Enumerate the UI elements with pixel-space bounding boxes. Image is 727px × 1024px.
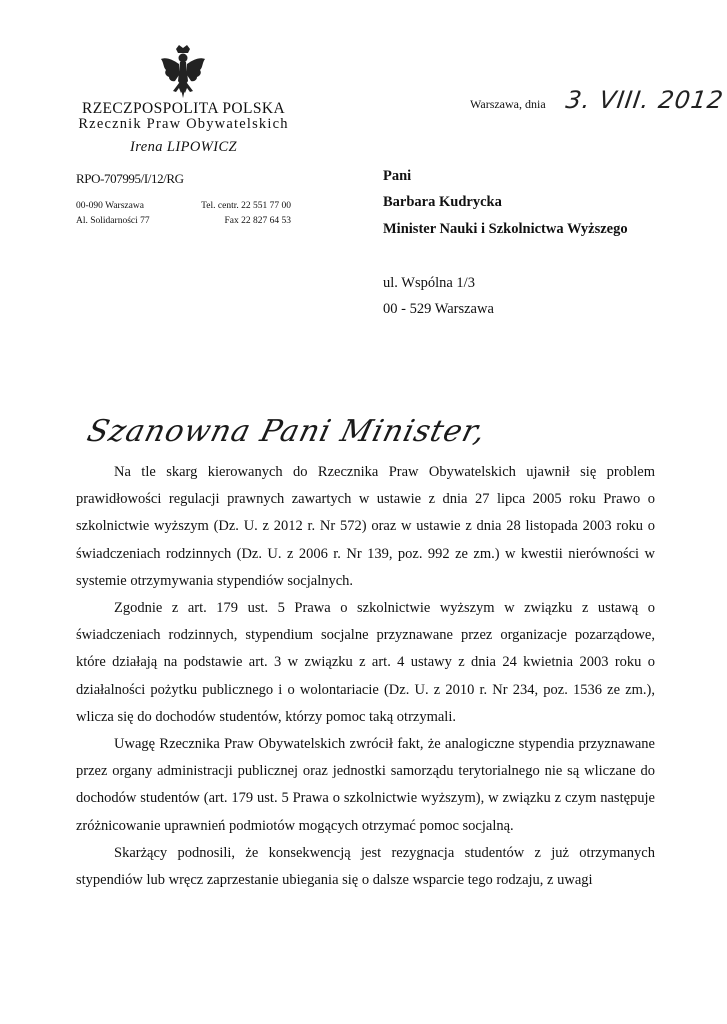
sender-phone: Tel. centr. 22 551 77 00 bbox=[201, 201, 291, 211]
sender-address-line1: 00-090 Warszawa bbox=[76, 201, 144, 211]
sender-fax: Fax 22 827 64 53 bbox=[224, 216, 291, 226]
body-paragraph-1: Na tle skarg kierowanych do Rzecznika Praw Obywatelskich ujawnił się problem prawidłowości regulacji prawnych zawartych w ustawie z dnia 27 lipca 2005 roku Prawo o szkolnictwie wyższym (Dz. U. z 2012 r. Nr 572) oraz w ustawie z dnia 28 listopada 2003 roku o świadczeniach rodzinnych (Dz. U. z 2006 r. Nr 139, poz. 992 ze zm.) w kwestii nierówności w systemie otrzymywania stypendiów socjalnych. bbox=[76, 464, 655, 589]
reference-number: RPO-707995/I/12/RG bbox=[76, 171, 184, 186]
body-paragraph-4: Skarżący podnosili, że konsekwencją jest rezygnacja studentów z już otrzymanych stypendiów lub wręcz zaprzestanie ubiegania się o dalsze wsparcie tego rodzaju, z uwagi bbox=[76, 844, 655, 889]
date-label: Warszawa, dnia bbox=[470, 97, 546, 111]
handwritten-date: 3. VIII. 2012 bbox=[564, 86, 726, 114]
polish-eagle-emblem bbox=[160, 45, 206, 99]
organization-subtitle: Rzecznik Praw Obywatelskich bbox=[78, 116, 289, 132]
organization-name: RZECZPOSPOLITA POLSKA bbox=[81, 100, 286, 117]
letter-body bbox=[76, 459, 655, 894]
sender-name: Irena LIPOWICZ bbox=[130, 139, 237, 155]
recipient-position: Minister Nauki i Szkolnictwa Wyższego bbox=[383, 221, 628, 237]
recipient-street: ul. Wspólna 1/3 bbox=[383, 275, 475, 291]
recipient-name: Barbara Kudrycka bbox=[383, 194, 502, 210]
recipient-city: 00 - 529 Warszawa bbox=[383, 301, 494, 317]
body-paragraph-3: Uwagę Rzecznika Praw Obywatelskich zwrócił fakt, że analogiczne stypendia przyznawane przez organy administracji publicznej oraz jednostki samorządu terytorialnego nie są wliczane do dochodów studentów (art. 179 ust. 5 Prawa o szkolnictwie wyższym), w związku z czym następuje zróżnicowanie uprawnień podmiotów mogących otrzymać pomoc socjalną. bbox=[76, 736, 655, 834]
sender-address-line2: Al. Solidarności 77 bbox=[76, 216, 150, 226]
handwritten-salutation: Szanowna Pani Minister, bbox=[83, 414, 490, 449]
recipient-title: Pani bbox=[383, 168, 412, 184]
body-paragraph-2: Zgodnie z art. 179 ust. 5 Prawa o szkolnictwie wyższym w związku z ustawą o świadczeniach rodzinnych, stypendium socjalne przyznawane przez organizacje pozarządowe, które działają na podstawie art. 3 w związku z art. 4 ustawy z dnia 24 kwietnia 2003 roku o działalności pożytku publicznego i o wolontariacie (Dz. U. z 2010 r. Nr 234, poz. 1536 ze zm.), wlicza się do dochodów studentów, którzy pomoc taką otrzymali. bbox=[76, 600, 655, 725]
